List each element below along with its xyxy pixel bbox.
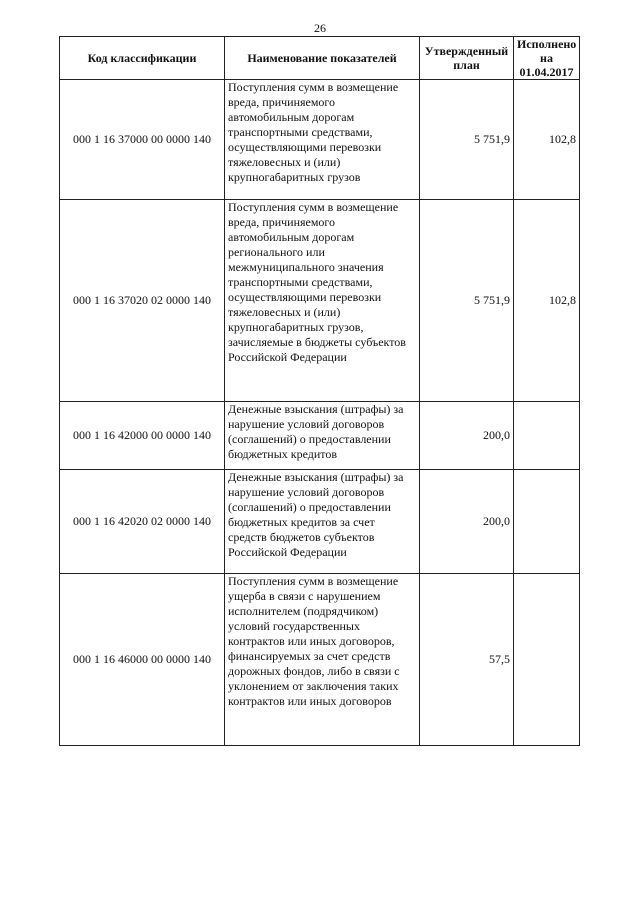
cell-done: 102,8 xyxy=(514,80,580,200)
cell-plan: 5 751,9 xyxy=(420,200,514,402)
table-row xyxy=(60,80,580,200)
table-row xyxy=(60,574,580,746)
cell-code: 000 1 16 37000 00 0000 140 xyxy=(60,80,225,200)
header-plan: Утвержденный план xyxy=(420,37,514,80)
cell-name: Поступления сумм в возмещение вреда, причиняемого автомобильным дорогам транспортными средствами, осуществляющими перевозки тяжеловесных и (или) крупногабаритных грузов xyxy=(225,80,420,200)
cell-name: Поступления сумм в возмещение ущерба в связи с нарушением исполнителем (подрядчиком) условий государственных контрактов или иных договоров, финансируемых за счет средств дорожных фондов, либо в связи с уклонением от заключения таких контрактов или иных договоров xyxy=(225,574,420,746)
cell-name: Поступления сумм в возмещение вреда, причиняемого автомобильным дорогам регионального или межмуниципального значения транспортными средствами, осуществляющими перевозки тяжеловесных и (или) крупногабаритных грузов, зачисляемые в бюджеты субъектов Российской Федерации xyxy=(225,200,420,402)
cell-code: 000 1 16 42000 00 0000 140 xyxy=(60,402,225,470)
cell-plan: 200,0 xyxy=(420,470,514,574)
table-header-row xyxy=(60,37,580,80)
cell-name: Денежные взыскания (штрафы) за нарушение условий договоров (соглашений) о предоставлении бюджетных кредитов за счет средств бюджетов субъектов Российской Федерации xyxy=(225,470,420,574)
header-done: Исполнено на 01.04.2017 xyxy=(514,37,580,80)
classification-table xyxy=(59,36,580,746)
cell-done: 102,8 xyxy=(514,200,580,402)
cell-name: Денежные взыскания (штрафы) за нарушение условий договоров (соглашений) о предоставлении бюджетных кредитов xyxy=(225,402,420,470)
cell-code: 000 1 16 37020 02 0000 140 xyxy=(60,200,225,402)
header-code: Код классификации xyxy=(60,37,225,80)
cell-plan: 57,5 xyxy=(420,574,514,746)
page-number: 26 xyxy=(314,21,326,35)
cell-plan: 5 751,9 xyxy=(420,80,514,200)
cell-done xyxy=(514,470,580,574)
table-row xyxy=(60,200,580,402)
table-row xyxy=(60,470,580,574)
cell-plan: 200,0 xyxy=(420,402,514,470)
header-name: Наименование показателей xyxy=(225,37,420,80)
cell-done xyxy=(514,574,580,746)
cell-code: 000 1 16 42020 02 0000 140 xyxy=(60,470,225,574)
cell-code: 000 1 16 46000 00 0000 140 xyxy=(60,574,225,746)
table-row xyxy=(60,402,580,470)
cell-done xyxy=(514,402,580,470)
